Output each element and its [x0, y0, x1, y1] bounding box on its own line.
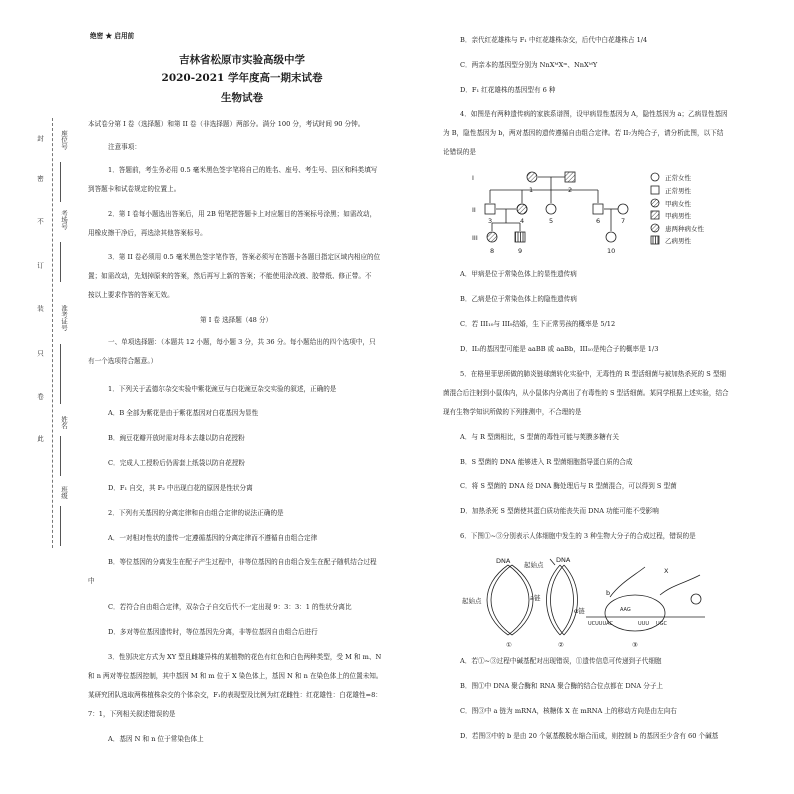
- school-title: 吉林省松原市实验高级中学: [179, 54, 305, 66]
- pedigree-individual: [593, 204, 603, 214]
- option-d: D．II₃的基因型可能是 aaBB 或 aaBb，III₁₀是纯合子的概率是 1/3: [460, 345, 659, 353]
- option-c: C．图③中 a 链为 mRNA，核糖体 X 在 mRNA 上的移动方向是由左向右: [460, 707, 677, 715]
- option-a: A．B 全部为紫花是由于紫花基因对白花基因为显性: [108, 409, 259, 417]
- option-d: D．F₁ 自交，其 F₂ 中出现白花的原因是性状分离: [108, 484, 253, 492]
- class-label: 班级: [60, 486, 68, 499]
- binding-char: 订: [36, 262, 44, 269]
- option-b: B．图①中 DNA 聚合酶和 RNA 聚合酶的结合位点都在 DNA 分子上: [460, 682, 664, 690]
- subject-title: 生物试卷: [221, 92, 263, 104]
- trna-arm: [660, 575, 700, 595]
- class-field[interactable]: [60, 506, 68, 546]
- trna-head: [691, 594, 701, 604]
- question-stem-cont: 7：1，下列相关叙述错误的是: [88, 710, 176, 718]
- generation-label: III: [472, 234, 478, 242]
- notice-3-cont: 置；如需改动，先划掉原来的答案，然后再写上新的答案；不能使用涂改液、胶带纸、修正带。不: [88, 272, 372, 280]
- option-c: C．若符合自由组合定律，双杂合子自交后代不一定出现 9：3：3：1 的性状分离比: [108, 603, 352, 611]
- binding-line: [52, 118, 53, 548]
- pedigree-individual: [485, 204, 495, 214]
- binding-char: 封: [36, 135, 44, 142]
- individual-number: 3: [488, 217, 493, 225]
- individual-number: 5: [549, 217, 554, 225]
- option-d: D．若图③中的 b 是由 20 个氨基酸脱水缩合而成，则控制 b 的基因至少含有 60 个碱基: [460, 732, 719, 740]
- dna-strand: [547, 565, 561, 635]
- pedigree-individual: [487, 232, 497, 242]
- binding-char: 只: [36, 350, 44, 357]
- room-label: 考场号: [60, 210, 68, 230]
- question-stem-cont: 为 B，隐性基因为 b，两对基因的遗传遵循自由组合定律。若 II₇为纯合子，请分析此图，以下结: [443, 129, 724, 137]
- binding-char: 卷: [36, 393, 44, 400]
- legend-symbol: [651, 224, 659, 232]
- question-stem-cont: 现有生物学知识所做的下列推测中，不合理的是: [443, 408, 582, 416]
- question-stem-cont: 某研究团队选取两株植株杂交的个体杂交，F₁的表现型及比例为红花雌性：红花雄性：白花雄性=8：: [88, 691, 382, 699]
- notice-1-cont: 到答题卡和试卷规定的位置上。: [88, 185, 181, 193]
- legend-symbol: [651, 199, 659, 207]
- legend-label: 乙病男性: [665, 237, 691, 245]
- term-title: 2020-2021 学年度高一期末试卷: [161, 72, 323, 84]
- peptide-chain: [610, 567, 645, 597]
- individual-number: 10: [607, 247, 616, 255]
- question-stem: 6．下图①~③分别表示人体细胞中发生的 3 种生物大分子的合成过程，错误的是: [460, 532, 696, 540]
- question-stem-cont: 菌混合后注射到小鼠体内，从小鼠体内分离出了有毒性的 S 型活细菌。某同学根据上述实验，结合: [443, 389, 729, 397]
- binding-char: 不: [36, 218, 44, 225]
- option-c: C．将 S 型菌的 DNA 经 DNA 酶处理后与 R 型菌混合，可以得到 S 型菌: [460, 482, 677, 490]
- question-stem-cont: 论错误的是: [443, 148, 476, 156]
- individual-number: 7: [621, 217, 626, 225]
- notice-3-cont: 按以上要求作答的答案无效。: [88, 291, 174, 299]
- individual-number: 8: [490, 247, 495, 255]
- room-field[interactable]: [60, 242, 68, 282]
- section-intro: 一、单项选择题：（本题共 12 小题，每小题 3 分，共 36 分。每小题给出的四个选项中，只: [108, 338, 376, 346]
- a-chain-label: a链: [530, 594, 541, 602]
- c-chain-label: α链: [574, 607, 585, 615]
- option-c: C．两亲本的基因型分别为 NnXᴹXᵐ、NnXᴹY: [460, 61, 598, 69]
- individual-number: 4: [520, 217, 525, 225]
- pedigree-individual: [527, 172, 537, 182]
- dna-strand: [491, 565, 512, 635]
- question-stem: 2．下列有关基因的分离定律和自由组合定律的说法正确的是: [108, 509, 284, 517]
- notice-1: 1．答题前，考生务必用 0.5 毫米黑色签字笔将自己的姓名、座号、考生号、县区和科类填写: [108, 166, 378, 174]
- secret-label: 绝密 ★ 启用前: [90, 32, 135, 40]
- question-stem: 3．性别决定方式为 XY 型且雌雄异株的某植物的花色有红色和白色两种类型，受 M 和 m、N: [108, 653, 382, 661]
- question-stem: 1．下列关于孟德尔杂交实验中紫花豌豆与白花豌豆杂交实验的叙述，正确的是: [108, 385, 337, 393]
- pedigree-individual: [517, 204, 527, 214]
- legend-symbol: [651, 236, 659, 244]
- pedigree-individual: [606, 232, 616, 242]
- circle-number: ②: [558, 641, 564, 649]
- option-c: C．完成人工授粉后仍需套上纸袋以防自花授粉: [108, 459, 245, 467]
- option-b: B．亲代红花雄株与 F₁ 中红花雄株杂交，后代中白花雄株占 1/4: [460, 36, 648, 44]
- b-label: b: [606, 589, 611, 597]
- option-c: C．若 III₁₀与 III₉结婚，生下正常男孩的概率是 5/12: [460, 320, 616, 328]
- binding-char: 密: [36, 175, 44, 182]
- x-label: X: [664, 567, 669, 575]
- seat-field[interactable]: [60, 162, 68, 202]
- origin-label: 起始点: [462, 597, 482, 605]
- generation-label: II: [472, 206, 476, 214]
- synthesis-diagram: [460, 555, 720, 650]
- question-stem: 4．如图是有两种遗传病的家族系谱图，设甲病显性基因为 A，隐性基因为 a；乙病显性基因: [460, 110, 728, 118]
- circle-number: ③: [632, 641, 638, 649]
- legend-symbol: [651, 186, 659, 194]
- notice-3: 3．第 II 卷必须用 0.5 毫米黑色签字笔作答，答案必须写在答题卡各题目指定区域内相应的位: [108, 253, 381, 261]
- legend-label: 正常女性: [665, 174, 691, 182]
- option-a: A．与 R 型菌相比，S 型菌的毒性可能与荚膜多糖有关: [460, 433, 619, 441]
- notice-2: 2．第 I 卷每小题选出答案后，用 2B 铅笔把答题卡上对应题目的答案标号涂黑；如需改动，: [108, 210, 377, 218]
- origin-label: 起始点: [524, 561, 544, 569]
- individual-number: 6: [596, 217, 601, 225]
- option-b-cont: 中: [88, 577, 95, 585]
- option-b: B．S 型菌的 DNA 能够进入 R 型菌细胞指导蛋白质的合成: [460, 458, 633, 466]
- name-label: 姓名: [60, 416, 68, 429]
- question-stem-cont: 和 n 两对等位基因控制，其中基因 M 和 m 位于 X 染色体上，基因 N 和 n 在染色体上的位置未知。: [88, 672, 383, 680]
- question-stem: 5．在格里菲思所做的肺炎链球菌转化实验中，无毒性的 R 型活细菌与被加热杀死的 S 型细: [460, 370, 727, 378]
- seat-label: 座位号: [60, 130, 68, 150]
- legend-symbol: [651, 173, 659, 181]
- option-d: D．F₁ 红花雄株的基因型有 6 种: [460, 86, 556, 94]
- section-intro-cont: 有一个选项符合题意。）: [88, 357, 158, 365]
- circle-number: ①: [506, 641, 512, 649]
- option-b: B．等位基因的分离发生在配子产生过程中，非等位基因的自由组合发生在配子随机结合过程: [108, 558, 377, 566]
- pedigree-individual: [546, 204, 556, 214]
- dna-label: DNA: [556, 556, 571, 564]
- codon-label: UUU: [638, 621, 649, 627]
- section-title: 第 I 卷 选择题（48 分）: [200, 316, 273, 324]
- dna-label: DNA: [496, 557, 511, 565]
- option-d: D．加热杀死 S 型菌使其蛋白质功能丧失而 DNA 功能可能不受影响: [460, 507, 659, 515]
- binding-char: 装: [36, 305, 44, 312]
- dna-strand: [508, 565, 529, 635]
- individual-number: 9: [518, 247, 523, 255]
- option-a: A．一对相对性状的遗传一定遵循基因的分离定律而不遵循自由组合定律: [108, 534, 318, 542]
- pedigree-individual: [515, 232, 525, 242]
- codon-label: UCUUUAC: [588, 621, 613, 627]
- individual-number: 1: [529, 186, 534, 194]
- option-b: B．豌豆花瓣开放时需对母本去雄以防自花授粉: [108, 434, 245, 442]
- name-field[interactable]: [60, 436, 68, 476]
- dna-strand: [487, 565, 508, 635]
- binding-char: 此: [36, 435, 44, 442]
- pedigree-individual: [565, 172, 575, 182]
- notice-title: 注意事项：: [108, 143, 141, 151]
- legend-label: 甲病女性: [665, 200, 691, 208]
- option-a: A．若①~③过程中碱基配对出现错误，①遗传信息可传递到子代细胞: [460, 657, 662, 665]
- exam-no-label: 准考证号: [60, 305, 68, 331]
- legend-label: 正常男性: [665, 187, 691, 195]
- pedigree-individual: [618, 204, 628, 214]
- option-b: B．乙病是位于常染色体上的隐性遗传病: [460, 295, 577, 303]
- legend-label: 患两种病女性: [665, 225, 704, 233]
- generation-label: I: [472, 174, 474, 182]
- option-a: A．甲病是位于常染色体上的显性遗传病: [460, 270, 577, 278]
- exam-description: 本试卷分第 I 卷（选择题）和第 II 卷（非选择题）两部分。满分 100 分，考试时间 90 分钟。: [88, 120, 365, 128]
- codon-label: UGC: [656, 621, 668, 627]
- legend-symbol: [651, 211, 659, 219]
- codon-label: AAG: [620, 607, 631, 613]
- pedigree-chart: [470, 165, 735, 265]
- notice-2-cont: 用橡皮擦干净后，再选涂其他答案标号。: [88, 229, 207, 237]
- option-d: D．多对等位基因遗传时，等位基因先分离，非等位基因自由组合后进行: [108, 628, 318, 636]
- individual-number: 2: [568, 186, 573, 194]
- dna-strand: [564, 565, 578, 635]
- option-a: A．基因 N 和 n 位于常染色体上: [108, 735, 204, 743]
- exam-no-field[interactable]: [60, 344, 68, 404]
- legend-label: 甲病男性: [665, 212, 691, 220]
